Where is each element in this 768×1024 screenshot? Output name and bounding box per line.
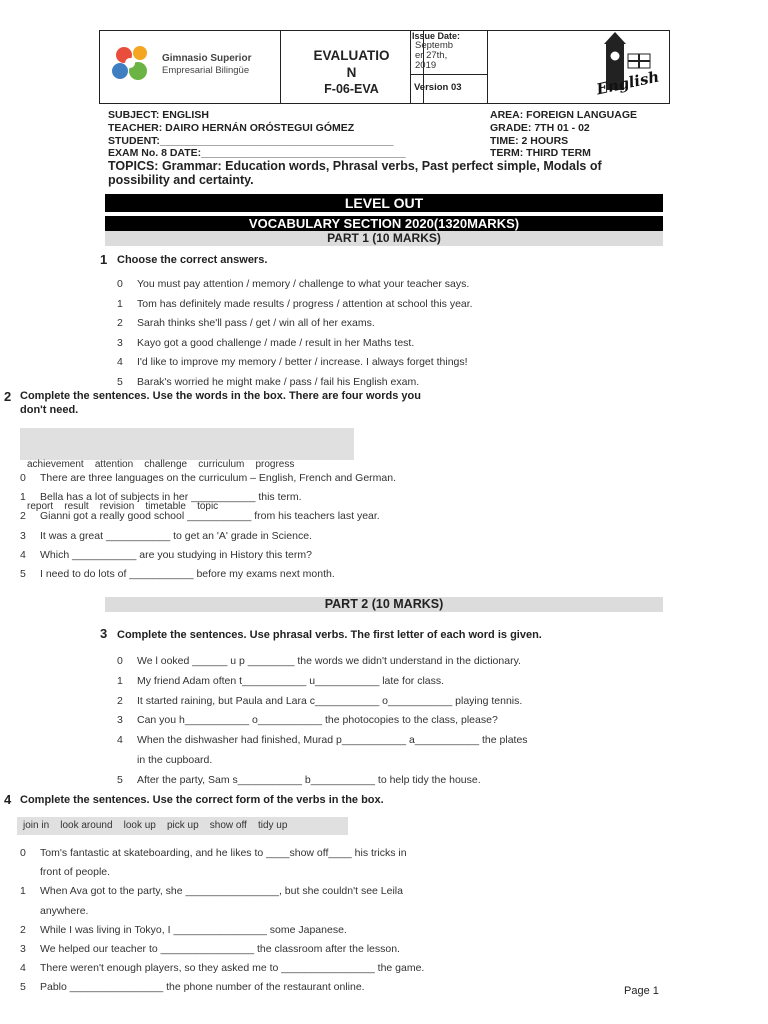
school-logo-icon	[110, 43, 158, 85]
list-item: 4 Which ___________ are you studying in History this term?	[20, 548, 312, 561]
student-field[interactable]: STUDENT:________________________________________	[108, 135, 394, 147]
issue-label: Issue Date:	[412, 31, 461, 41]
logo-cell	[100, 31, 281, 103]
issue-value-line3: 2019	[415, 60, 437, 71]
evaluation-cell	[280, 31, 424, 103]
term-label: TERM: THIRD TERM	[490, 147, 591, 159]
list-item: 0 Tom's fantastic at skateboarding, and he likes to ____show off____ his tricks in	[20, 847, 407, 859]
list-item: 5 Pablo ________________ the phone number of the restaurant online.	[20, 981, 365, 994]
badge-text: English	[594, 67, 661, 99]
part2-bar: PART 2 (10 MARKS)	[105, 597, 663, 612]
list-item: 5 I need to do lots of ___________ before my exams next month.	[20, 568, 335, 581]
list-item: 0 There are three languages on the curriculum – English, French and German.	[20, 472, 397, 484]
list-item: 3 Can you h___________ o___________ the photocopies to the class, please?	[117, 714, 498, 727]
q2-list	[20, 469, 396, 584]
q2-number: 2	[4, 389, 12, 404]
header-table	[99, 30, 670, 104]
list-item: anywhere.	[40, 904, 89, 917]
version-label: Version 03	[414, 82, 462, 93]
level-bar: LEVEL OUT	[105, 194, 663, 212]
word-box-row1: achievement attention challenge curriculum progress	[27, 459, 295, 470]
teacher-label: TEACHER: DAIRO HERNÁN ORÓSTEGUI GÓMEZ	[108, 122, 355, 134]
list-item: in the cupboard.	[137, 753, 213, 766]
issue-value-line2: er 27th,	[415, 50, 448, 61]
area-label: AREA: FOREIGN LANGUAGE	[490, 109, 637, 121]
eval-code: F-06-EVA	[324, 82, 379, 96]
q4-number: 4	[4, 792, 12, 807]
q1-title: Choose the correct answers.	[117, 254, 268, 266]
grade-label: GRADE: 7TH 01 - 02	[490, 122, 590, 134]
list-item: 5 After the party, Sam s___________ b___________ to help tidy the house.	[117, 773, 481, 786]
list-item: 5 Barak's worried he might make / pass / fail his English exam.	[117, 375, 420, 388]
list-item: 2 Sarah thinks she'll pass / get / win all of her exams.	[117, 317, 375, 329]
part1-bar: PART 1 (10 MARKS)	[105, 231, 663, 246]
time-label: TIME: 2 HOURS	[490, 135, 569, 147]
issue-value-line1: Septemb	[415, 40, 454, 51]
school-name: Gimnasio Superior	[162, 53, 252, 64]
list-item: 4 When the dishwasher had finished, Murad p___________ a___________ the plates	[117, 734, 528, 747]
list-item: 4 There weren't enough players, so they asked me to ________________ the game.	[20, 962, 425, 975]
vocab-bar: VOCABULARY SECTION 2020(1320MARKS)	[105, 216, 663, 231]
q2-title-line1: Complete the sentences. Use the words in the box. There are four words you	[20, 390, 421, 402]
list-item: 1 When Ava got to the party, she ________________, but she couldn't see Leila	[20, 885, 403, 898]
word-box-row2: report result revision timetable topic	[27, 501, 219, 512]
eval-title-line2: N	[346, 65, 357, 80]
q1-number: 1	[100, 252, 108, 267]
list-item: 1 Tom has definitely made results / progress / attention at school this year.	[117, 297, 473, 310]
verb-box: join in look around look up pick up show off tidy up	[17, 817, 348, 835]
q1-list	[117, 275, 473, 392]
issue-value	[415, 41, 487, 71]
eval-title-line1: EVALUATIO	[313, 48, 390, 63]
list-item: front of people.	[40, 866, 111, 879]
topics-text: TOPICS: Grammar: Education words, Phrasal verbs, Past perfect simple, Modals of possibility and certainty.	[108, 159, 602, 187]
list-item: 3 It was a great ___________ to get an 'A' grade in Science.	[20, 529, 312, 542]
list-item: 2 While I was living in Tokyo, I ________________ some Japanese.	[20, 923, 347, 936]
list-item: 1 Bella has a lot of subjects in her ___________ this term.	[20, 491, 302, 504]
issue-cell	[410, 30, 488, 104]
q3-title: Complete the sentences. Use phrasal verbs. The first letter of each word is given.	[117, 629, 542, 641]
list-item: 3 Kayo got a good challenge / made / result in her Maths test.	[117, 336, 415, 349]
q4-title: Complete the sentences. Use the correct form of the verbs in the box.	[20, 794, 384, 806]
school-subtitle: Empresarial Bilingüe	[162, 65, 250, 76]
page-number: Page 1	[624, 985, 659, 997]
q3-list	[117, 652, 528, 791]
list-item: 1 My friend Adam often t___________ u___________ late for class.	[117, 674, 445, 687]
q4-list	[20, 844, 424, 998]
list-item: 2 It started raining, but Paula and Lara c___________ o___________ playing tennis.	[117, 694, 523, 707]
list-item: 4 I'd like to improve my memory / better / increase. I always forget things!	[117, 356, 468, 368]
list-item: 0 We l ooked ______ u p ________ the words we didn't understand in the dictionary.	[117, 655, 521, 667]
list-item: 3 We helped our teacher to ________________ the classroom after the lesson.	[20, 943, 400, 956]
list-item: 2 Gianni got a really good school ___________ from his teachers last year.	[20, 510, 380, 523]
q3-number: 3	[100, 626, 108, 641]
exam-date-field[interactable]: EXAM No. 8 DATE:___________________________________	[108, 147, 406, 159]
q2-title-line2: don't need.	[20, 404, 79, 416]
english-badge	[590, 30, 660, 104]
list-item: 0 You must pay attention / memory / challenge to what your teacher says.	[117, 278, 470, 290]
subject-label: SUBJECT: ENGLISH	[108, 109, 209, 121]
